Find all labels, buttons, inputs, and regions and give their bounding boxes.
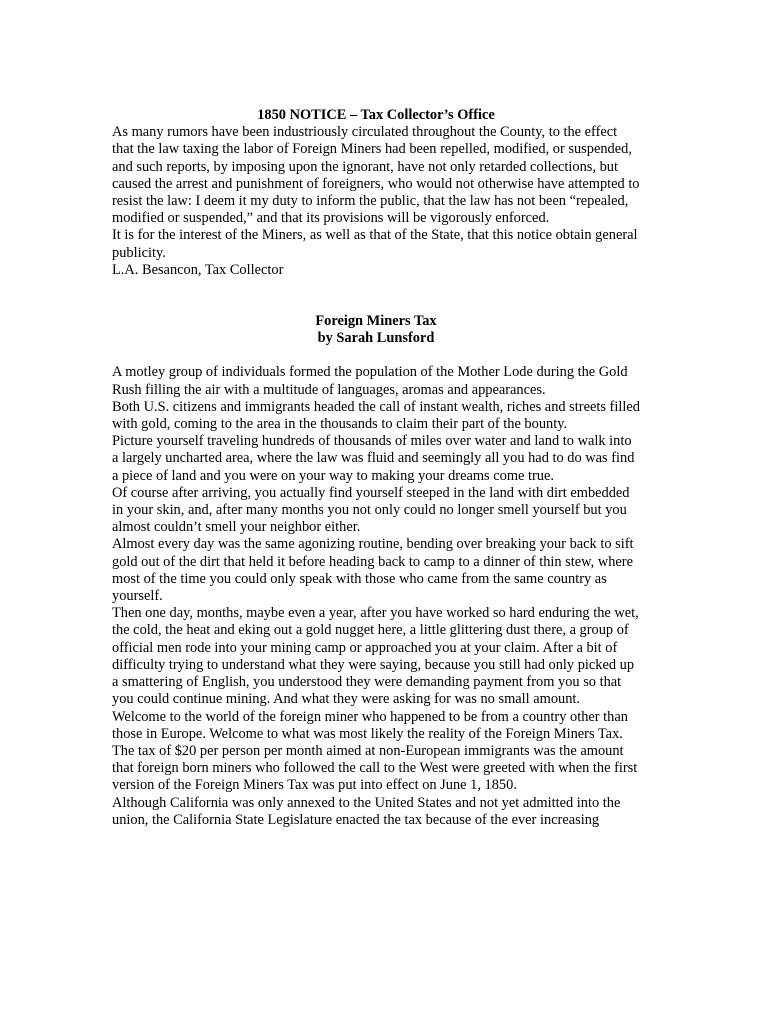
article-paragraph: Although California was only annexed to the United States and not yet admitted into the union, the California State Legislature enacted the tax because of the ever increasing (112, 794, 621, 828)
article-paragraph: Welcome to the world of the foreign miner who happened to be from a country other than those in Europe. Welcome to what was most likely the reality of the Foreign Miners Tax. (112, 708, 628, 742)
article-paragraph: Of course after arriving, you actually find yourself steeped in the land with dirt embedded in your skin, and, after many months you not only could no longer smell yourself but you almost couldn’t smell your neighbor either. (112, 484, 630, 536)
notice-paragraph: As many rumors have been industriously circulated throughout the County, to the effect that the law taxing the labor of Foreign Miners had been repelled, modified, or suspended, and such reports, by imposing upon the ignorant, have not only retarded collections, but caused the arrest and punishment of foreigners, who would not otherwise have attempted to resist the law: I deem it my duty to inform the public, that the law has not been “repealed, modified or suspended,” and that its provisions will be vigorously enforced. (112, 124, 640, 227)
notice-signature: L.A. Besancon, Tax Collector (112, 261, 284, 278)
notice-paragraph: It is for the interest of the Miners, as well as that of the State, that this notice obtain general publicity. (112, 227, 638, 261)
article-paragraph: Picture yourself traveling hundreds of thousands of miles over water and land to walk into a largely uncharted area, where the law was fluid and seemingly all you had to do was find a piece of land and you were on your way to making your dreams come true. (112, 433, 635, 484)
section-spacer (112, 347, 640, 364)
article-paragraph: Both U.S. citizens and immigrants headed the call of instant wealth, riches and streets filled with gold, coming to the area in the thousands to claim their part of the bounty. (112, 398, 640, 433)
article-paragraph: A motley group of individuals formed the population of the Mother Lode during the Gold Rush filling the air with a multitude of languages, aromas and appearances. (112, 364, 628, 398)
section-spacer (112, 279, 640, 313)
notice-title: 1850 NOTICE – Tax Collector’s Office (257, 107, 495, 123)
article-paragraph: The tax of $20 per person per month aimed at non-European immigrants was the amount that foreign born miners who followed the call to the West were greeted with when the first version of the Foreign Miners Tax was put into effect on June 1, 1850. (112, 742, 638, 794)
article-title: Foreign Miners Tax (315, 313, 437, 330)
article-byline: by Sarah Lunsford (317, 330, 435, 347)
article-paragraph: Then one day, months, maybe even a year, after you have worked so hard enduring the wet, the cold, the heat and eking out a gold nugget here, a little glittering dust there, a group of official men rode into your mining camp or approached you at your claim. After a bit of difficulty trying to understand what they were saying, because you still had only picked up a smattering of English, you understood they were demanding payment from you so that you could continue mining. And what they were asking for was no small amount. (112, 605, 639, 708)
document-page (112, 107, 640, 829)
article-paragraph: Almost every day was the same agonizing routine, bending over breaking your back to sift gold out of the dirt that held it before heading back to camp to a dinner of thin stew, where most of the time you could only speak with those who came from the same country as yourself. (112, 536, 634, 605)
